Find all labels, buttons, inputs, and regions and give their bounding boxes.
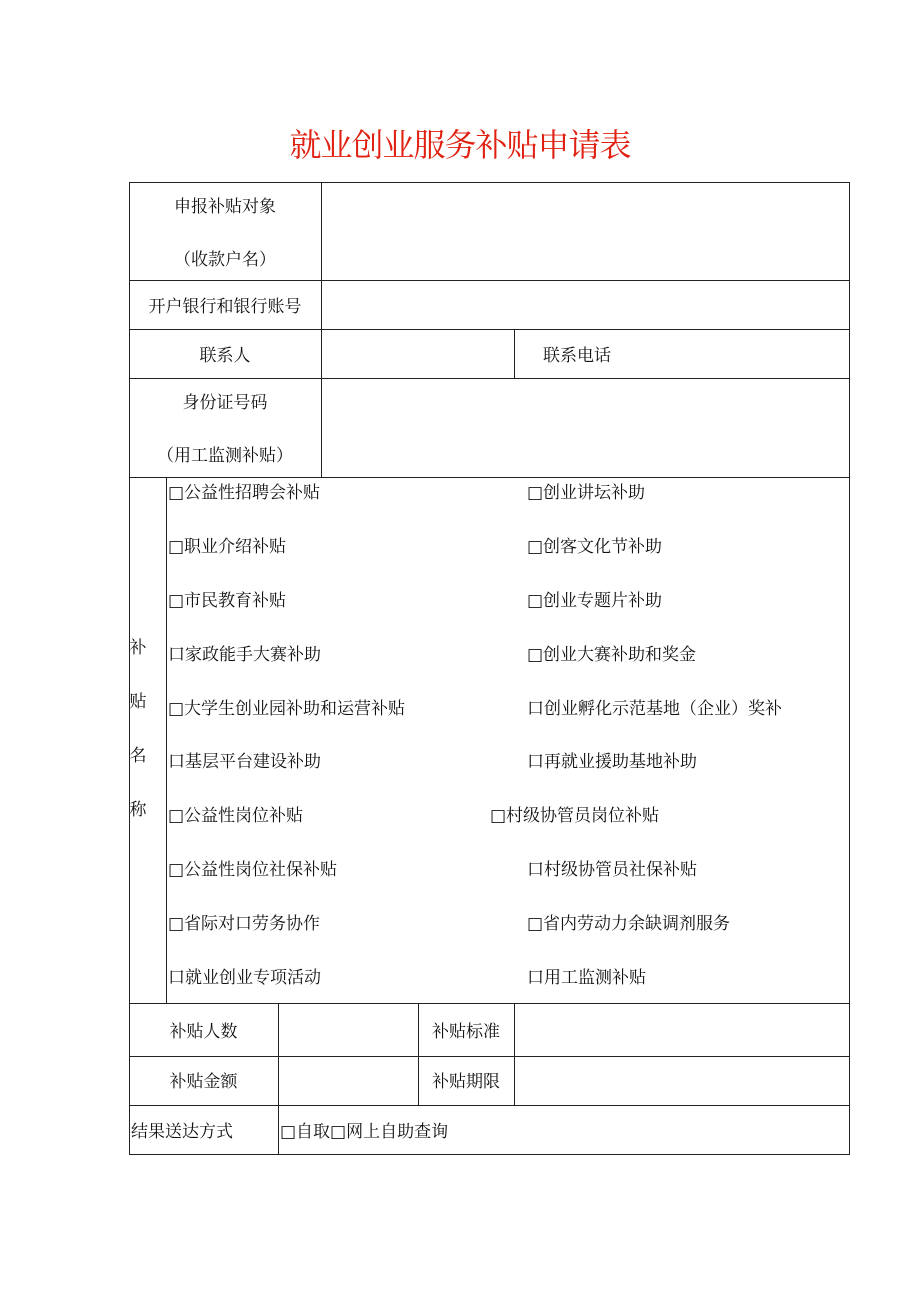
applicant-label: 申报补贴对象 <box>174 197 276 217</box>
subsidy-option[interactable]: □市民教育补贴 <box>168 591 287 611</box>
subsidy-option[interactable]: 口再就业援助基地补助 <box>527 752 697 772</box>
subsidy-option[interactable]: 口基层平台建设补助 <box>168 752 321 772</box>
subsidy-option[interactable]: □公益性招聘会补贴 <box>168 483 321 503</box>
delivery-label: 结果送达方式 <box>131 1122 233 1142</box>
subsidy-option[interactable]: 口用工监测补贴 <box>527 968 646 988</box>
subsidy-option[interactable]: □省内劳动力余缺调剂服务 <box>527 914 731 934</box>
phone-label: 联系电话 <box>543 346 611 366</box>
contact-label: 联系人 <box>199 346 251 366</box>
applicant-sub-label: （收款户名） <box>174 250 276 270</box>
rule <box>166 477 167 1004</box>
subsidy-option[interactable]: □创业讲坛补助 <box>527 483 646 503</box>
id-field[interactable] <box>322 379 849 477</box>
subsidy-option[interactable]: 口村级协管员社保补贴 <box>527 860 697 880</box>
table-border-right <box>849 182 850 1155</box>
subsidy-option[interactable]: □公益性岗位社保补贴 <box>168 860 338 880</box>
subsidy-name-char: 贴 <box>129 692 147 712</box>
subsidy-option[interactable]: □大学生创业园补助和运营补贴 <box>168 699 406 719</box>
id-label: 身份证号码 <box>182 393 268 413</box>
subsidy-option[interactable]: □村级协管员岗位补贴 <box>490 806 660 826</box>
bank-label: 开户银行和银行账号 <box>148 297 302 317</box>
rule <box>514 329 515 379</box>
delivery-options[interactable]: □自取□网上自助查询 <box>280 1122 449 1142</box>
subsidy-option[interactable]: □创业专题片补助 <box>527 591 663 611</box>
form-title: 就业创业服务补贴申请表 <box>289 126 631 164</box>
standard-field[interactable] <box>515 1004 849 1056</box>
rule <box>129 477 850 478</box>
applicant-field[interactable] <box>322 183 849 280</box>
contact-field[interactable] <box>322 330 514 378</box>
subsidy-option[interactable]: 口就业创业专项活动 <box>168 968 321 988</box>
amount-field[interactable] <box>279 1057 418 1105</box>
table-border-bottom <box>129 1154 850 1155</box>
subsidy-name-char: 名 <box>129 746 147 766</box>
subsidy-name-char: 称 <box>129 800 147 820</box>
amount-label: 补贴金额 <box>169 1072 238 1092</box>
count-label: 补贴人数 <box>169 1022 238 1042</box>
period-field[interactable] <box>515 1057 849 1105</box>
subsidy-option[interactable]: 口创业孵化示范基地（企业）奖补 <box>527 699 782 719</box>
rule <box>129 1105 850 1106</box>
id-sub-label: （用工监测补贴） <box>157 446 293 466</box>
count-field[interactable] <box>279 1004 418 1056</box>
subsidy-option[interactable]: □公益性岗位补贴 <box>168 806 304 826</box>
subsidy-option[interactable]: 口家政能手大赛补助 <box>168 645 321 665</box>
period-label: 补贴期限 <box>432 1072 500 1092</box>
bank-field[interactable] <box>322 281 849 329</box>
subsidy-option[interactable]: □职业介绍补贴 <box>168 537 287 557</box>
subsidy-option[interactable]: □创业大赛补助和奖金 <box>527 645 697 665</box>
table-border-left <box>129 182 130 1155</box>
subsidy-option[interactable]: □省际对口劳务协作 <box>168 914 321 934</box>
standard-label: 补贴标准 <box>432 1022 500 1042</box>
subsidy-option[interactable]: □创客文化节补助 <box>527 537 663 557</box>
subsidy-name-char: 补 <box>129 638 147 658</box>
